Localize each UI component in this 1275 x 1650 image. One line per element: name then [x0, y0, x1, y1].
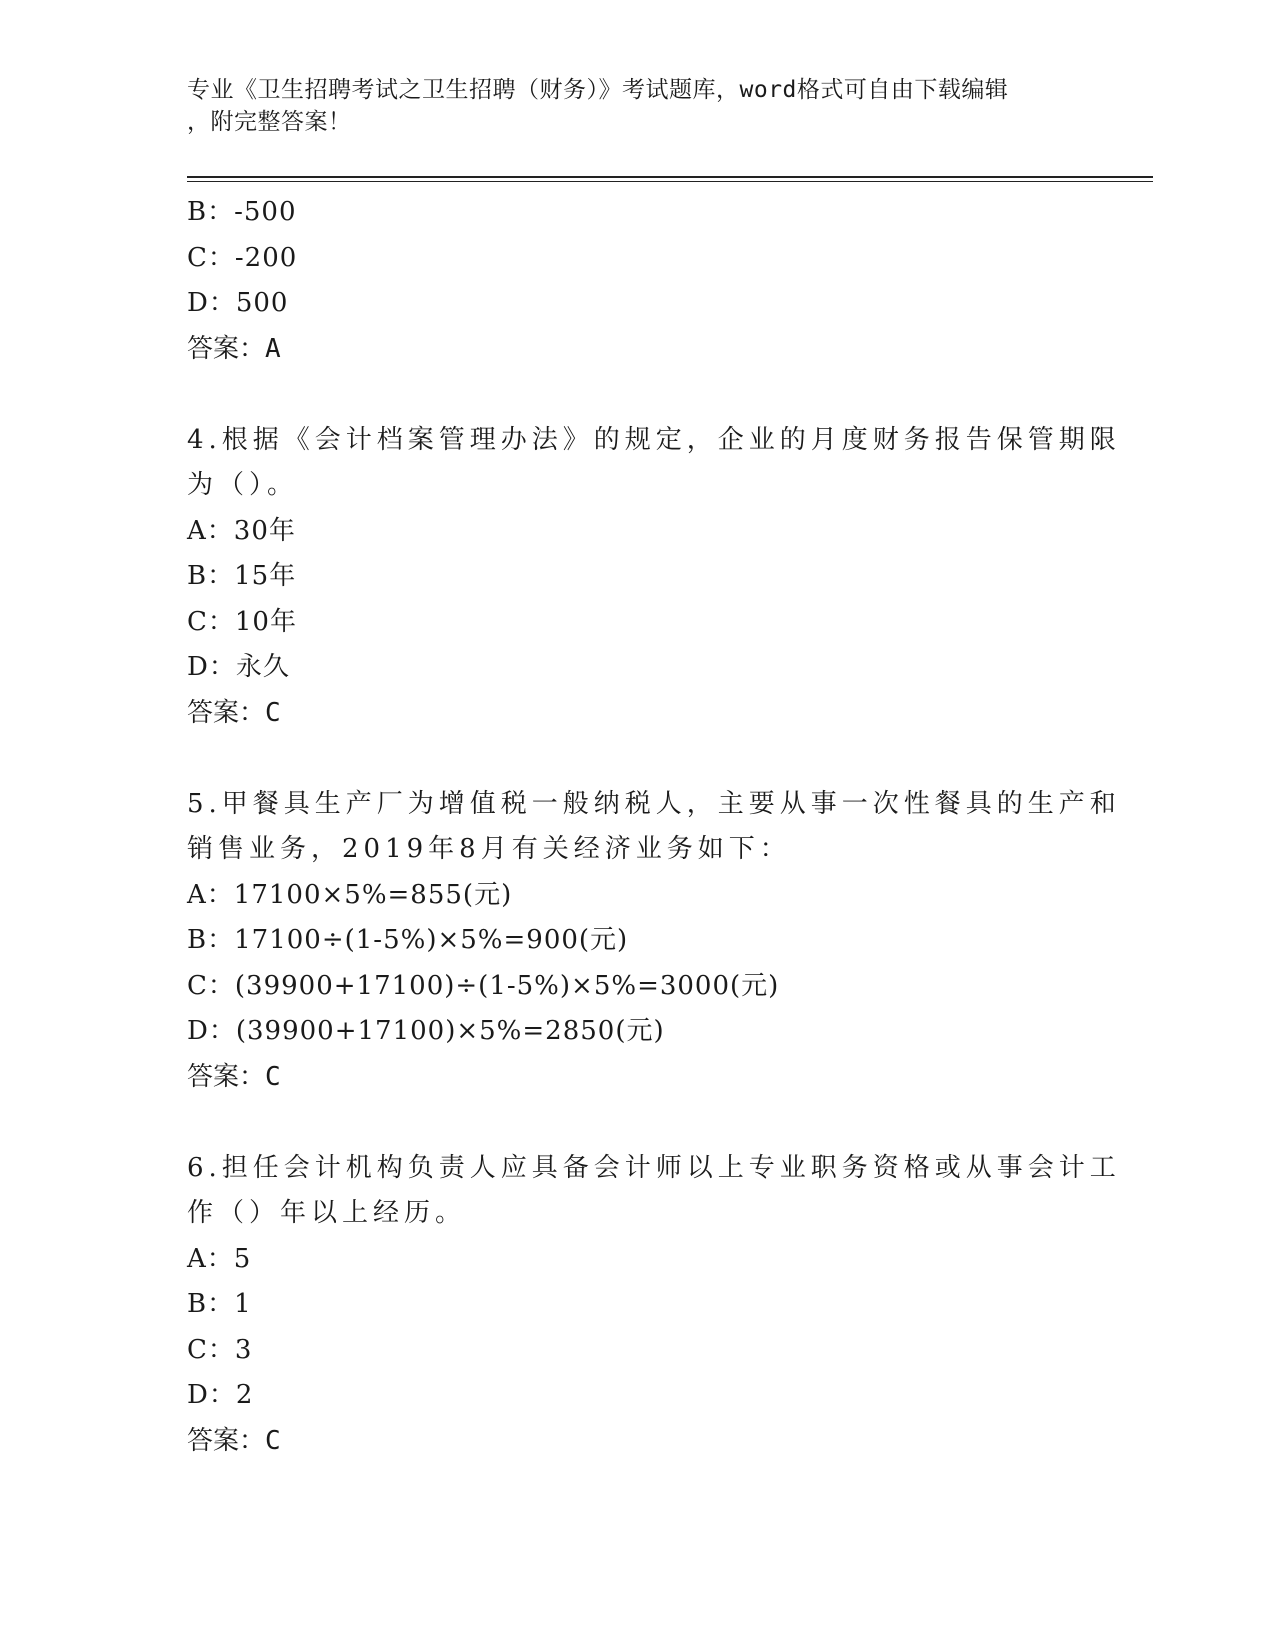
option-c: C：3 [187, 1334, 253, 1365]
header-line-2: ，附完整答案！ [187, 109, 352, 135]
question-list [187, 190, 1121, 1464]
option-b: B：15年 [187, 561, 297, 591]
option-a: A：17100×5%=855(元) [187, 879, 513, 910]
answer-line: 答案：C [187, 1425, 281, 1456]
option-c: C：10年 [187, 606, 297, 637]
question-stem-line-2: 销售业务，2019年8月有关经济业务如下： [187, 834, 791, 864]
option-b: B：17100÷(1-5%)×5%=900(元) [187, 925, 629, 955]
question-stem-line-1: 4.根据《会计档案管理办法》的规定，企业的月度财务报告保管期限 [187, 424, 1121, 455]
option-d: D：(39900+17100)×5%=2850(元) [187, 1016, 665, 1046]
option-b: B：-500 [187, 197, 297, 227]
spacer [187, 736, 1087, 782]
question-stem-line-2: 作（）年以上经历。 [187, 1198, 467, 1228]
question-4 [187, 418, 1121, 737]
option-a: A：5 [187, 1243, 252, 1274]
option-c: C：(39900+17100)÷(1-5%)×5%=3000(元) [187, 970, 780, 1001]
spacer [187, 1100, 1087, 1146]
question-stem-line-1: 6.担任会计机构负责人应具备会计师以上专业职务资格或从事会计工 [187, 1152, 1121, 1183]
question-5 [187, 782, 1121, 1101]
question-stem-line-1: 5.甲餐具生产厂为增值税一般纳税人，主要从事一次性餐具的生产和 [187, 788, 1121, 819]
option-b: B：1 [187, 1289, 252, 1319]
option-c: C：-200 [187, 242, 298, 273]
answer-line: 答案：A [187, 333, 281, 364]
question-stem-line-2: 为（）。 [187, 470, 299, 500]
option-d: D：永久 [187, 652, 290, 682]
option-d: D：2 [187, 1380, 254, 1410]
answer-line: 答案：C [187, 1061, 281, 1092]
header-line-1: 专业《卫生招聘考试之卫生招聘（财务）》考试题库，word格式可自由下载编辑 [187, 77, 1009, 103]
option-a: A：30年 [187, 515, 296, 546]
header-rule-thick [187, 176, 1153, 178]
option-d: D：500 [187, 288, 289, 318]
question-3 [187, 190, 1087, 372]
document-header [187, 74, 1067, 138]
header-rule-thin [187, 181, 1153, 182]
answer-line: 答案：C [187, 697, 281, 728]
spacer [187, 372, 1087, 418]
question-6 [187, 1146, 1121, 1465]
